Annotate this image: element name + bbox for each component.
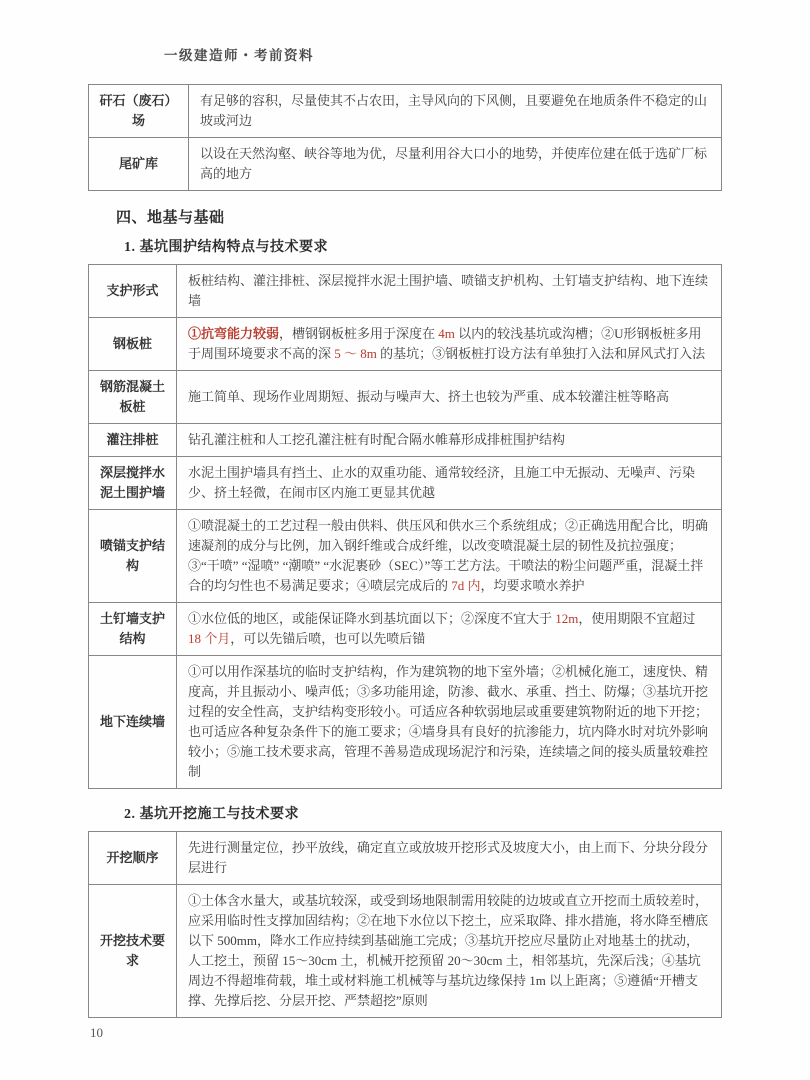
- text-segment: ，使用期限不宜超过: [578, 611, 696, 626]
- text-segment: ，均要求喷水养护: [480, 578, 585, 593]
- table-row: [89, 265, 722, 318]
- subsection-2-title: 2. 基坑开挖施工与技术要求: [124, 807, 299, 822]
- row-label: 支护形式: [89, 265, 177, 318]
- excavation-table: [88, 831, 722, 1018]
- text-segment: 以内的较浅基坑或沟槽；②U形钢板桩多用于周围环境要求不高的深: [188, 326, 702, 361]
- text-segment: 水泥土围护墙具有挡土、止水的双重功能、通常较经济，且施工中无振动、无噪声、污染 少、挤土轻微，在闹市区内施工更显其优越: [188, 465, 696, 500]
- row-label: 深层搅拌水泥土围护墙: [89, 457, 177, 510]
- row-content: [177, 457, 722, 510]
- row-label: 土钉墙支护结构: [89, 603, 177, 656]
- row-label: 尾矿库: [89, 138, 189, 191]
- page-content: [88, 84, 722, 1018]
- table-row: [89, 510, 722, 603]
- row-content: [177, 510, 722, 603]
- table-row: [89, 85, 722, 138]
- row-label: 灌注排桩: [89, 424, 177, 457]
- text-segment: 先进行测量定位，抄平放线，确定直立或放坡开挖形式及坡度大小，由上而下、分块分段分层进行: [188, 840, 709, 875]
- table-row: [89, 318, 722, 371]
- row-content: [177, 603, 722, 656]
- text-segment: 以设在天然沟壑、峡谷等地为优，尽量利用谷大口小的地势，并使库位建在低于选矿厂标高的地方: [200, 146, 708, 181]
- text-segment: ①喷混凝土的工艺过程一般由供料、供压风和供水三个系统组成；②正确选用配合比，明确速凝剂的成分与比例，加入钢纤维或合成纤维，以改变喷混凝土层的韧性及抗拉强度；③“干喷” “湿喷” “潮喷” “水泥裹砂（SEC）”等工艺方法。干喷法的粉尘问题严重，混凝土拌合的均匀性也不易满足要求；④喷层完成后的: [188, 518, 709, 593]
- row-content: [189, 85, 722, 138]
- row-label: 钢板桩: [89, 318, 177, 371]
- row-label: 钢筋混凝土板桩: [89, 371, 177, 424]
- highlighted-text-segment: 4m: [438, 326, 455, 341]
- row-content: [177, 656, 722, 789]
- section-title: 四、地基与基础: [116, 210, 225, 226]
- highlighted-text-segment: 7d 内: [451, 578, 481, 593]
- row-content: [177, 371, 722, 424]
- text-segment: ①水位低的地区，或能保证降水到基坑面以下；②深度不宜大于: [188, 611, 556, 626]
- table-row: [89, 832, 722, 885]
- row-label: 矸石（废石）场: [89, 85, 189, 138]
- row-label: 地下连续墙: [89, 656, 177, 789]
- row-content: [177, 832, 722, 885]
- text-segment: ①可以用作深基坑的临时支护结构，作为建筑物的地下室外墙；②机械化施工，速度快、精度高，并且振动小、噪声低；③多功能用途，防渗、截水、承重、挡土、防爆；③基坑开挖过程的安全性高，支护结构变形较小。可适应各种软弱地层或重要建筑物附近的地下开挖；也可适应各种复杂条件下的施工要求；④墙身具有良好的抗渗能力，坑内降水时对坑外影响较小；⑤施工技术要求高，管理不善易造成现场泥泞和污染，连续墙之间的接头质量较难控制: [188, 664, 709, 779]
- row-content: [177, 318, 722, 371]
- row-content: [177, 424, 722, 457]
- site-selection-table: [88, 84, 722, 191]
- table-row: [89, 424, 722, 457]
- running-header: 一级建造师・考前资料: [164, 48, 314, 63]
- subsection-1-title: 1. 基坑围护结构特点与技术要求: [124, 240, 328, 255]
- text-segment: ，槽钢钢板桩多用于深度在: [279, 326, 439, 341]
- table-row: [89, 138, 722, 191]
- text-segment: ，可以先锚后喷，也可以先喷后锚: [230, 631, 426, 646]
- page-number: 10: [90, 1025, 103, 1040]
- retaining-structure-table: [88, 264, 722, 789]
- row-label: 开挖顺序: [89, 832, 177, 885]
- table-row: [89, 885, 722, 1018]
- highlighted-text-segment: 12m: [555, 611, 579, 626]
- text-segment: 的基坑；③钢板桩打设方法有单独打入法和屏风式打入法: [376, 346, 706, 361]
- table-row: [89, 457, 722, 510]
- table-row: [89, 656, 722, 789]
- table-row: [89, 371, 722, 424]
- row-content: [177, 265, 722, 318]
- row-content: [177, 885, 722, 1018]
- table-row: [89, 603, 722, 656]
- text-segment: 板桩结构、灌注排桩、深层搅拌水泥土围护墙、喷锚支护机构、土钉墙支护结构、地下连续墙: [188, 273, 709, 308]
- text-segment: ①土体含水量大，或基坑较深，或受到场地限制需用较陡的边坡或直立开挖而土质较差时，应采用临时性支撑加固结构；②在地下水位以下挖土，应采取降、排水措施，将水降至槽底以下 500mm，降水工作应持续到基础施工完成；③基坑开挖应尽量防止对地基土的扰动，人工挖土，预留 15～30cm 土，机械开挖预留 20～30cm 土，相邻基坑，先深后浅；④基坑周边不得超堆荷载，堆土或材料施工机械等与基坑边缘保持 1m 以上距离；⑤遵循“开槽支撑、先撑后挖、分层开挖、严禁超挖”原则: [188, 893, 709, 1008]
- row-label: 喷锚支护结构: [89, 510, 177, 603]
- highlighted-text-segment: 5 ～ 8m: [334, 346, 377, 361]
- highlighted-text-segment: ①抗弯能力较弱: [188, 326, 280, 341]
- text-segment: 钻孔灌注桩和人工挖孔灌注桩有时配合隔水帷幕形成排桩围护结构: [188, 432, 566, 447]
- row-label: 开挖技术要求: [89, 885, 177, 1018]
- text-segment: 有足够的容积，尽量使其不占农田，主导风向的下风侧，且要避免在地质条件不稳定的山坡或河边: [200, 93, 708, 128]
- text-segment: 施工简单、现场作业周期短、振动与噪声大、挤土也较为严重、成本较灌注桩等略高: [188, 389, 670, 404]
- highlighted-text-segment: 18 个月: [188, 631, 231, 646]
- row-content: [189, 138, 722, 191]
